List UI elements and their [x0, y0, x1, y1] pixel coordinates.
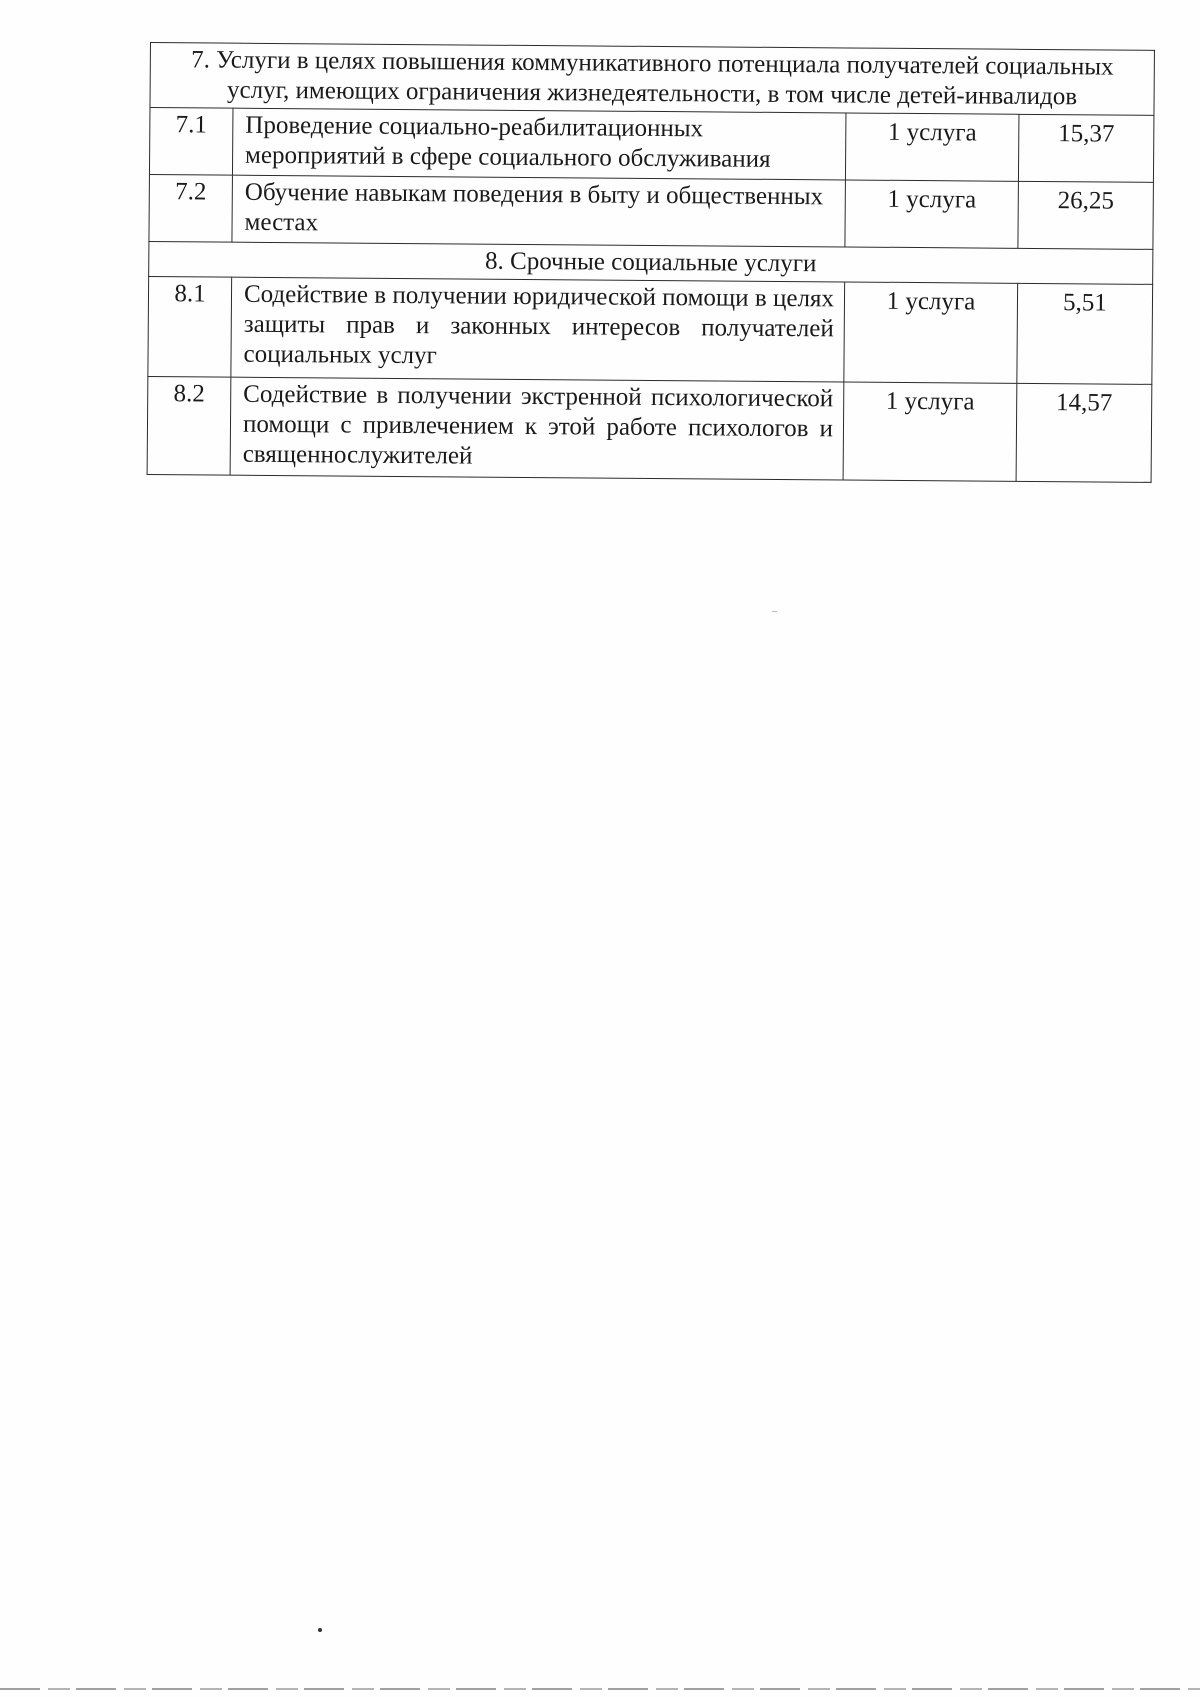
service-name: Содействие в получении экстренной психологической помощи с привлечением к этой работе психологов и священнослужителей — [230, 377, 844, 480]
service-name: Содействие в получении юридической помощи в целях защиты прав и законных интересов получателей социальных услуг — [231, 277, 845, 382]
section-title: 8. Срочные социальные услуги — [149, 241, 1153, 284]
section-title: 7. Услуги в целях повышения коммуникативного потенциала получателей социальных услуг, имеющих ограничения жизнедеятельности, в том числе детей-инвалидов — [150, 43, 1154, 116]
scan-speck — [772, 611, 777, 612]
service-price: 26,25 — [1018, 181, 1154, 249]
service-unit: 1 услуга — [845, 113, 1019, 181]
service-price: 14,57 — [1016, 383, 1152, 482]
service-number: 8.2 — [147, 376, 231, 475]
service-number: 8.1 — [148, 276, 232, 377]
service-name: Проведение социально-реабилитационных мероприятий в сфере социального обслуживания — [232, 108, 846, 180]
section-header-row — [150, 43, 1154, 116]
social-services-price-table — [147, 42, 1155, 483]
table-row — [149, 174, 1153, 249]
service-price: 5,51 — [1017, 283, 1153, 384]
service-unit: 1 услуга — [843, 382, 1017, 481]
table-row — [148, 276, 1153, 384]
table-row — [147, 376, 1152, 482]
service-name: Обучение навыкам поведения в быту и общественных местах — [232, 175, 846, 247]
table-row — [149, 108, 1153, 183]
service-price: 15,37 — [1018, 114, 1154, 182]
scan-dot — [318, 1628, 322, 1632]
service-unit: 1 услуга — [845, 180, 1019, 248]
service-number: 7.2 — [149, 174, 233, 242]
service-number: 7.1 — [149, 108, 233, 176]
service-unit: 1 услуга — [844, 282, 1018, 383]
scan-bottom-edge — [0, 1688, 1200, 1690]
